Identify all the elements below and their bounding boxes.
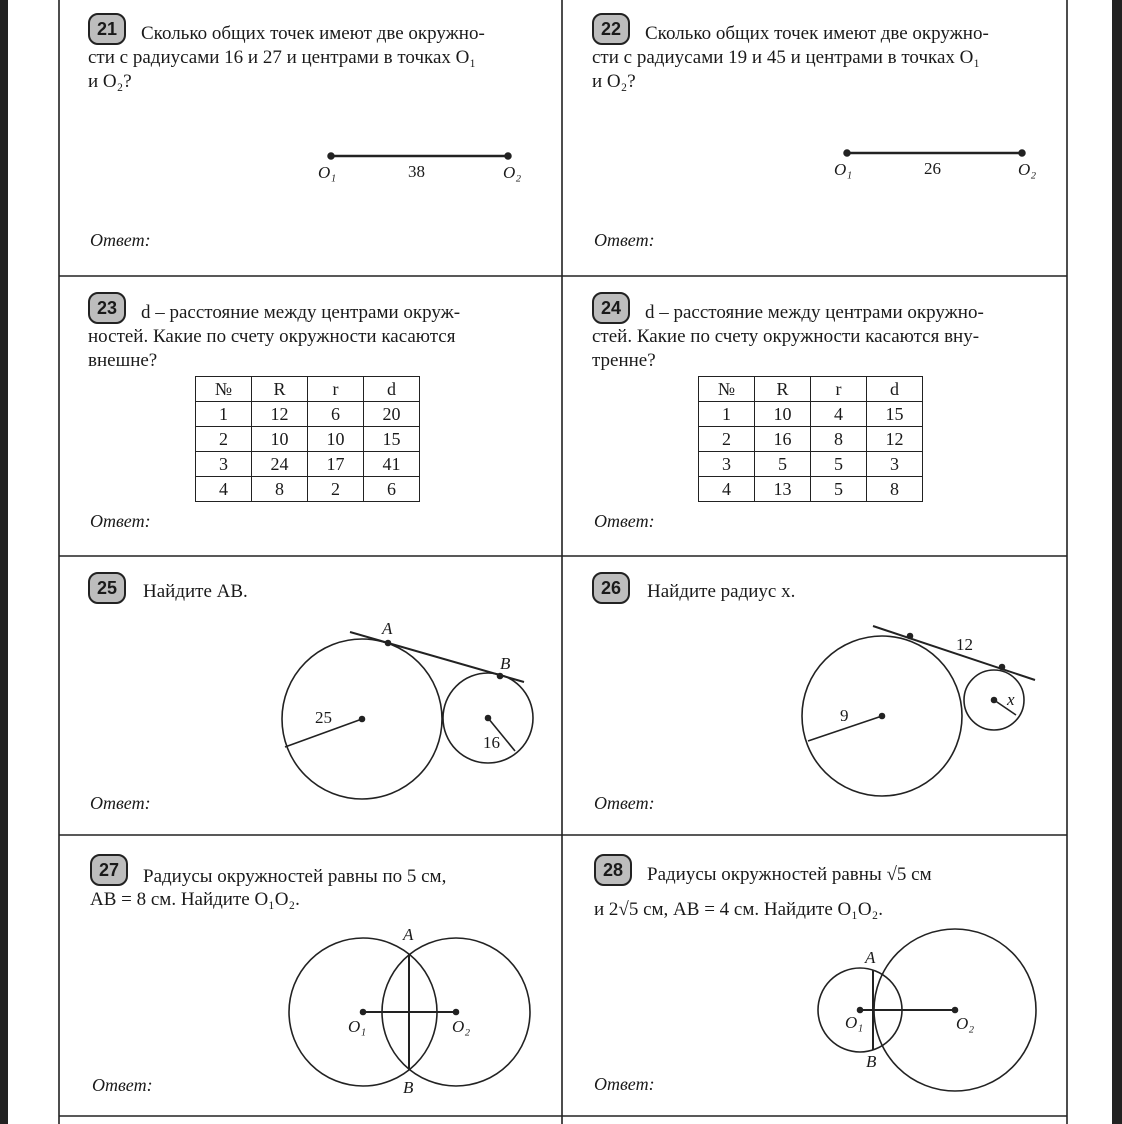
problem-text: Радиусы окружностей равны по 5 см,	[143, 866, 447, 887]
table-cell: 16	[755, 427, 811, 452]
label-distance: 26	[924, 159, 941, 178]
table-cell: 17	[308, 452, 364, 477]
table-cell: 2	[308, 477, 364, 502]
label-radius-big: 9	[840, 706, 849, 725]
table-cell: 4	[196, 477, 252, 502]
label-b: B	[866, 1052, 877, 1071]
table-cell: 10	[308, 427, 364, 452]
table-cell: 15	[364, 427, 420, 452]
table-cell: 2	[196, 427, 252, 452]
problem-text: d – расстояние между центрами окруж-	[141, 302, 461, 323]
problem-text: Сколько общих точек имеют две окружно-	[141, 23, 485, 44]
table-cell: 12	[252, 402, 308, 427]
table-cell: 6	[308, 402, 364, 427]
table-cell: №	[699, 377, 755, 402]
table-cell: 15	[867, 402, 923, 427]
table-cell: 1	[196, 402, 252, 427]
problem-text: стей. Какие по счету окружности касаются вну-	[592, 326, 980, 347]
table-cell: 3	[867, 452, 923, 477]
table-cell: 24	[252, 452, 308, 477]
problem-text: и O₂?	[88, 71, 132, 92]
label-b: B	[403, 1078, 414, 1097]
table-cell: 20	[364, 402, 420, 427]
problem-number-badge: 21	[88, 13, 126, 45]
table-cell: 2	[699, 427, 755, 452]
label-o1: O₁	[845, 1013, 864, 1032]
problem-text: сти с радиусами 19 и 45 и центрами в точках O₁	[592, 47, 980, 68]
table-cell: 5	[811, 477, 867, 502]
table-cell: 4	[811, 402, 867, 427]
table-cell: 8	[811, 427, 867, 452]
table-cell: 3	[699, 452, 755, 477]
figure-28	[818, 929, 1036, 1091]
table-cell: 8	[252, 477, 308, 502]
answer-label: Ответ:	[90, 230, 151, 250]
answer-label: Ответ:	[90, 793, 151, 813]
table-cell: 10	[252, 427, 308, 452]
problem-number-badge: 24	[592, 292, 630, 324]
answer-label: Ответ:	[90, 511, 151, 531]
figure-26	[802, 626, 1035, 796]
data-table	[195, 376, 420, 502]
problem-text: сти с радиусами 16 и 27 и центрами в точках O₁	[88, 47, 476, 68]
problem-number-badge: 27	[90, 854, 128, 886]
table-cell: 1	[699, 402, 755, 427]
label-radius-big: 25	[315, 708, 332, 727]
label-o1: O₁	[348, 1017, 367, 1036]
problem-text: Радиусы окружностей равны √5 см	[647, 864, 932, 885]
label-o2: O₂	[452, 1017, 471, 1036]
table-cell: 41	[364, 452, 420, 477]
table-cell: 13	[755, 477, 811, 502]
label-o1: O₁	[834, 160, 853, 179]
label-x: x	[1007, 690, 1015, 709]
problem-text: AB = 8 см. Найдите O₁O₂.	[90, 889, 300, 910]
label-o1: O₁	[318, 163, 337, 182]
figure-22	[845, 151, 1025, 156]
label-o2: O₂	[956, 1014, 975, 1033]
problem-number-badge: 22	[592, 13, 630, 45]
label-b: B	[500, 654, 511, 673]
data-table	[698, 376, 923, 502]
problem-number-badge: 28	[594, 854, 632, 886]
table-cell: r	[308, 377, 364, 402]
answer-label: Ответ:	[594, 793, 655, 813]
problem-text: Найдите радиус x.	[647, 581, 796, 602]
table-cell: r	[811, 377, 867, 402]
label-a: A	[403, 925, 414, 944]
problem-text: внешне?	[88, 350, 158, 371]
table-cell: №	[196, 377, 252, 402]
label-o2: O₂	[1018, 160, 1037, 179]
table-cell: R	[252, 377, 308, 402]
problem-number-badge: 25	[88, 572, 126, 604]
table-cell: 12	[867, 427, 923, 452]
label-a: A	[865, 948, 876, 967]
problem-text: и O₂?	[592, 71, 636, 92]
label-distance: 38	[408, 162, 425, 181]
table-cell: d	[867, 377, 923, 402]
label-a: A	[382, 619, 393, 638]
table-cell: R	[755, 377, 811, 402]
problem-text: d – расстояние между центрами окружно-	[645, 302, 984, 323]
problem-text: Сколько общих точек имеют две окружно-	[645, 23, 989, 44]
problem-number-badge: 23	[88, 292, 126, 324]
table-cell: 5	[755, 452, 811, 477]
table-cell: 6	[364, 477, 420, 502]
problem-text: ностей. Какие по счету окружности касаются	[88, 326, 456, 347]
answer-label: Ответ:	[92, 1075, 153, 1095]
label-radius-small: 16	[483, 733, 500, 752]
table-cell: 5	[811, 452, 867, 477]
problem-text: и 2√5 см, AB = 4 см. Найдите O₁O₂.	[594, 899, 883, 920]
answer-label: Ответ:	[594, 1074, 655, 1094]
label-o2: O₂	[503, 163, 522, 182]
figure-21	[329, 154, 511, 159]
problem-text: тренне?	[592, 350, 656, 371]
label-tangent: 12	[956, 635, 973, 654]
table-cell: 3	[196, 452, 252, 477]
problem-number-badge: 26	[592, 572, 630, 604]
table-cell: 8	[867, 477, 923, 502]
table-cell: 4	[699, 477, 755, 502]
answer-label: Ответ:	[594, 230, 655, 250]
table-cell: d	[364, 377, 420, 402]
grid-lines	[59, 0, 1067, 1124]
table-cell: 10	[755, 402, 811, 427]
problem-text: Найдите AB.	[143, 581, 248, 602]
answer-label: Ответ:	[594, 511, 655, 531]
figure-27	[289, 938, 530, 1086]
